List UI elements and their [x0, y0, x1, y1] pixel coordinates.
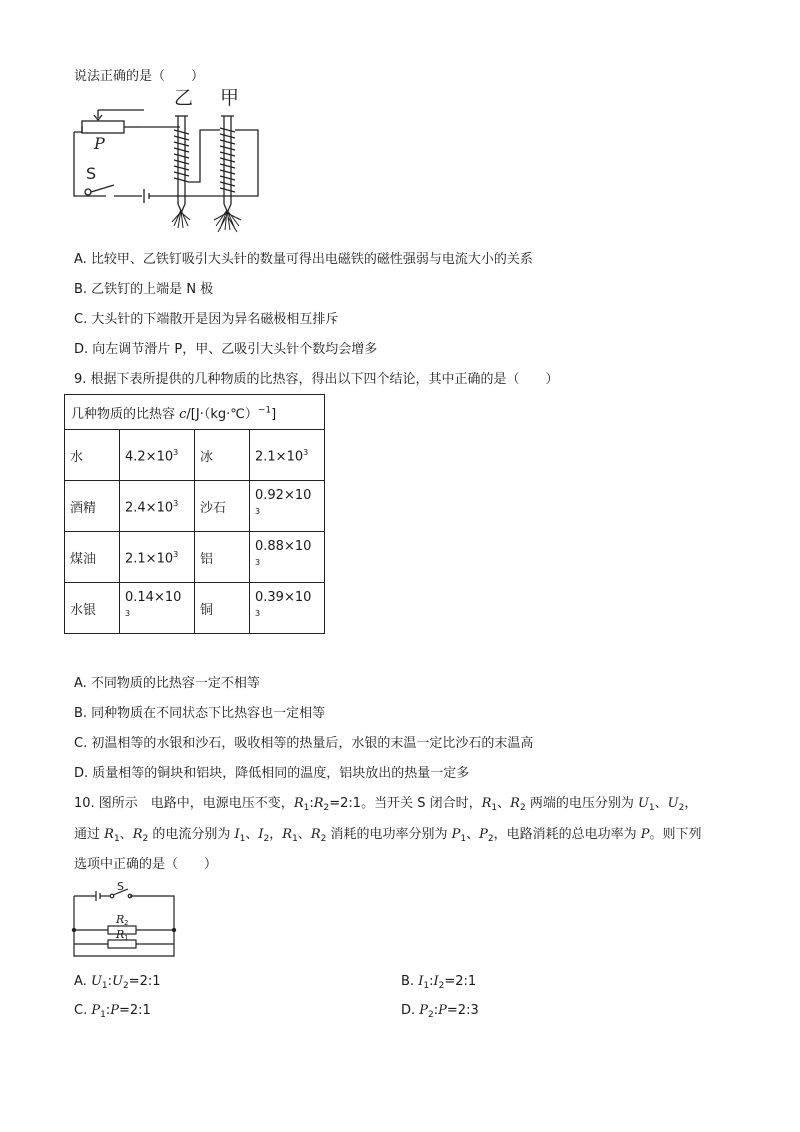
q8-electromagnet-figure	[70, 86, 270, 236]
substance-name: 冰	[195, 430, 250, 481]
specific-heat-table	[64, 394, 325, 634]
circuit-r1-label: R	[116, 928, 125, 941]
header-exponent: −1	[257, 405, 272, 416]
heat-value: $2.1\times 10^3$	[120, 532, 195, 583]
circuit-r2-label: R	[116, 913, 125, 926]
resistor-r1	[108, 940, 136, 948]
q9-option-d: D. 质量相等的铜块和铝块，降低相同的温度，铝块放出的热量一定多	[74, 766, 470, 781]
table-header	[65, 395, 325, 430]
q8-option-d: D. 向左调节滑片 P，甲、乙吸引大头针个数均会增多	[74, 342, 378, 357]
q9-stem: 9. 根据下表所提供的几种物质的比热容，得出以下四个结论，其中正确的是（ ）	[74, 372, 559, 387]
heat-value: $0.88\times 10^3$	[250, 532, 325, 583]
substance-name: 水银	[65, 583, 120, 634]
heat-value: $2.4\times 10^3$	[120, 481, 195, 532]
table-row	[65, 583, 325, 634]
header-symbol: c	[179, 406, 187, 422]
q10-option-a: A. $U_1:U_2=2:1$	[74, 974, 161, 991]
substance-name: 酒精	[65, 481, 120, 532]
q10-circuit-figure	[70, 876, 182, 964]
q8-stem-tail: 说法正确的是（ ）	[74, 69, 205, 84]
circuit-s-label: S	[117, 880, 124, 893]
q10-option-c: C. $P_1:P=2:1$	[74, 1003, 151, 1020]
header-close: ]	[271, 406, 277, 422]
q10-stem-line2: 通过 $R_1$、$R_2$ 的电流分别为 $I_1$、$I_2$，$R_1$、$R_2$ 消耗的电功率分别为 $P_1$、$P_2$，电路消耗的总电功率为 P。则下列	[74, 827, 702, 844]
q10-option-b: B. $I_1:I_2=2:1$	[401, 974, 477, 991]
q8-option-b: B. 乙铁钉的上端是 N 极	[74, 282, 214, 297]
heat-value: $0.92\times 10^3$	[250, 481, 325, 532]
q8-option-a: A. 比较甲、乙铁钉吸引大头针的数量可得出电磁铁的磁性强弱与电流大小的关系	[74, 252, 533, 267]
heat-value: $0.39\times 10^3$	[250, 583, 325, 634]
nail-jia-label: 甲	[220, 87, 240, 109]
substance-name: 水	[65, 430, 120, 481]
substance-name: 铜	[195, 583, 250, 634]
nail-yi-label: 乙	[174, 87, 194, 109]
q9-option-b: B. 同种物质在不同状态下比热容也一定相等	[74, 706, 326, 721]
switch-s-label: S	[86, 164, 97, 183]
q8-option-c: C. 大头针的下端散开是因为异名磁极相互排斥	[74, 312, 339, 327]
q10-stem-line1: 10. 图所示 电路中，电源电压不变，$R_1:R_2=2:1$。当开关 S 闭合时，$R_1$、$R_2$ 两端的电压分别为 $U_1$、$U_2$，	[74, 796, 698, 813]
circuit-r2-sub: 2	[124, 919, 129, 927]
slider-p-label: P	[94, 134, 105, 153]
q9-option-c: C. 初温相等的水银和沙石，吸收相等的热量后，水银的末温一定比沙石的末温高	[74, 736, 534, 751]
table-row	[65, 481, 325, 532]
substance-name: 煤油	[65, 532, 120, 583]
header-prefix: 几种物质的比热容	[71, 406, 180, 422]
table-row	[65, 532, 325, 583]
heat-value: $0.14\times 10^3$	[120, 583, 195, 634]
q10-option-d: D. $P_2:P=2:3$	[401, 1003, 479, 1020]
heat-value: $4.2\times 10^3$	[120, 430, 195, 481]
substance-name: 沙石	[195, 481, 250, 532]
header-unit: /[J·（kg·℃）	[186, 406, 258, 422]
circuit-r1-sub: 1	[124, 934, 129, 942]
substance-name: 铝	[195, 532, 250, 583]
q10-stem-line3: 选项中正确的是（ ）	[74, 857, 218, 872]
heat-value: $2.1\times 10^3$	[250, 430, 325, 481]
q9-option-a: A. 不同物质的比热容一定不相等	[74, 676, 260, 691]
table-row	[65, 430, 325, 481]
